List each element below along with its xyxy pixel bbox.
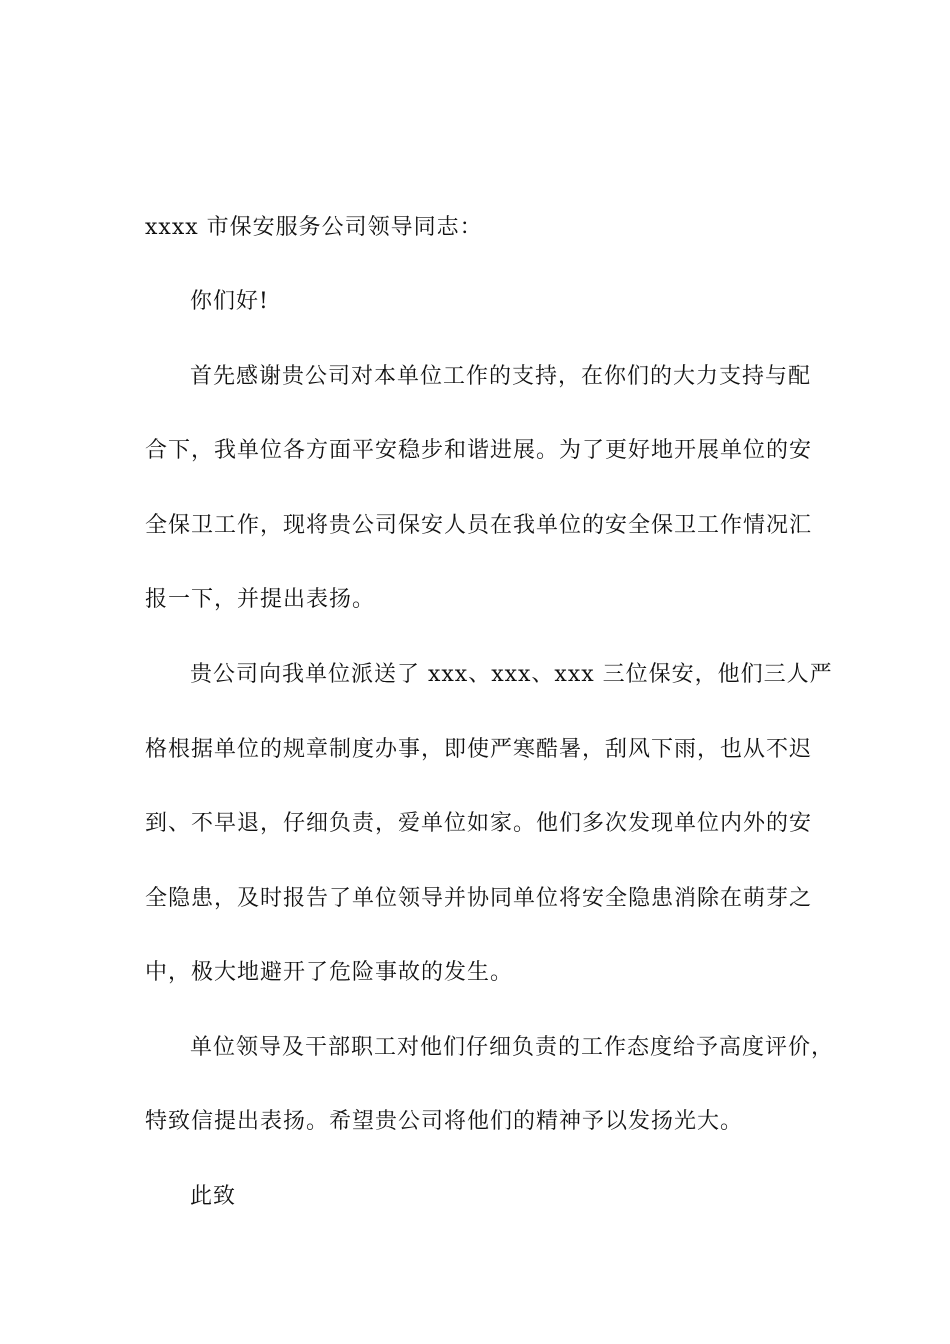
paragraph-2-line-5: 中，极大地避开了危险事故的发生。 — [145, 960, 514, 985]
salutation: xxxx 市保安服务公司领导同志： — [145, 215, 483, 240]
paragraph-2-line-1: 贵公司向我单位派送了 xxx、xxx、xxx 三位保安，他们三人严 — [190, 662, 833, 687]
closing: 此致 — [190, 1184, 237, 1209]
paragraph-1-line-4: 报一下，并提出表扬。 — [145, 587, 376, 612]
paragraph-2-line-3: 到、不早退，仔细负责，爱单位如家。他们多次发现单位内外的安 — [145, 811, 813, 836]
paragraph-1-line-1: 首先感谢贵公司对本单位工作的支持，在你们的大力支持与配 — [190, 364, 812, 389]
paragraph-2-line-4: 全隐患，及时报告了单位领导并协同单位将安全隐患消除在萌芽之 — [145, 886, 813, 911]
paragraph-2-line-2: 格根据单位的规章制度办事，即使严寒酷暑，刮风下雨，也从不迟 — [145, 737, 813, 762]
paragraph-3-line-1: 单位领导及干部职工对他们仔细负责的工作态度给予高度评价， — [190, 1035, 835, 1060]
greeting: 你们好! — [190, 289, 269, 314]
paragraph-1-line-2: 合下，我单位各方面平安稳步和谐进展。为了更好地开展单位的安 — [145, 438, 813, 463]
paragraph-3-line-2: 特致信提出表扬。希望贵公司将他们的精神予以发扬光大。 — [145, 1109, 744, 1134]
paragraph-1-line-3: 全保卫工作，现将贵公司保安人员在我单位的安全保卫工作情况汇 — [145, 513, 813, 538]
